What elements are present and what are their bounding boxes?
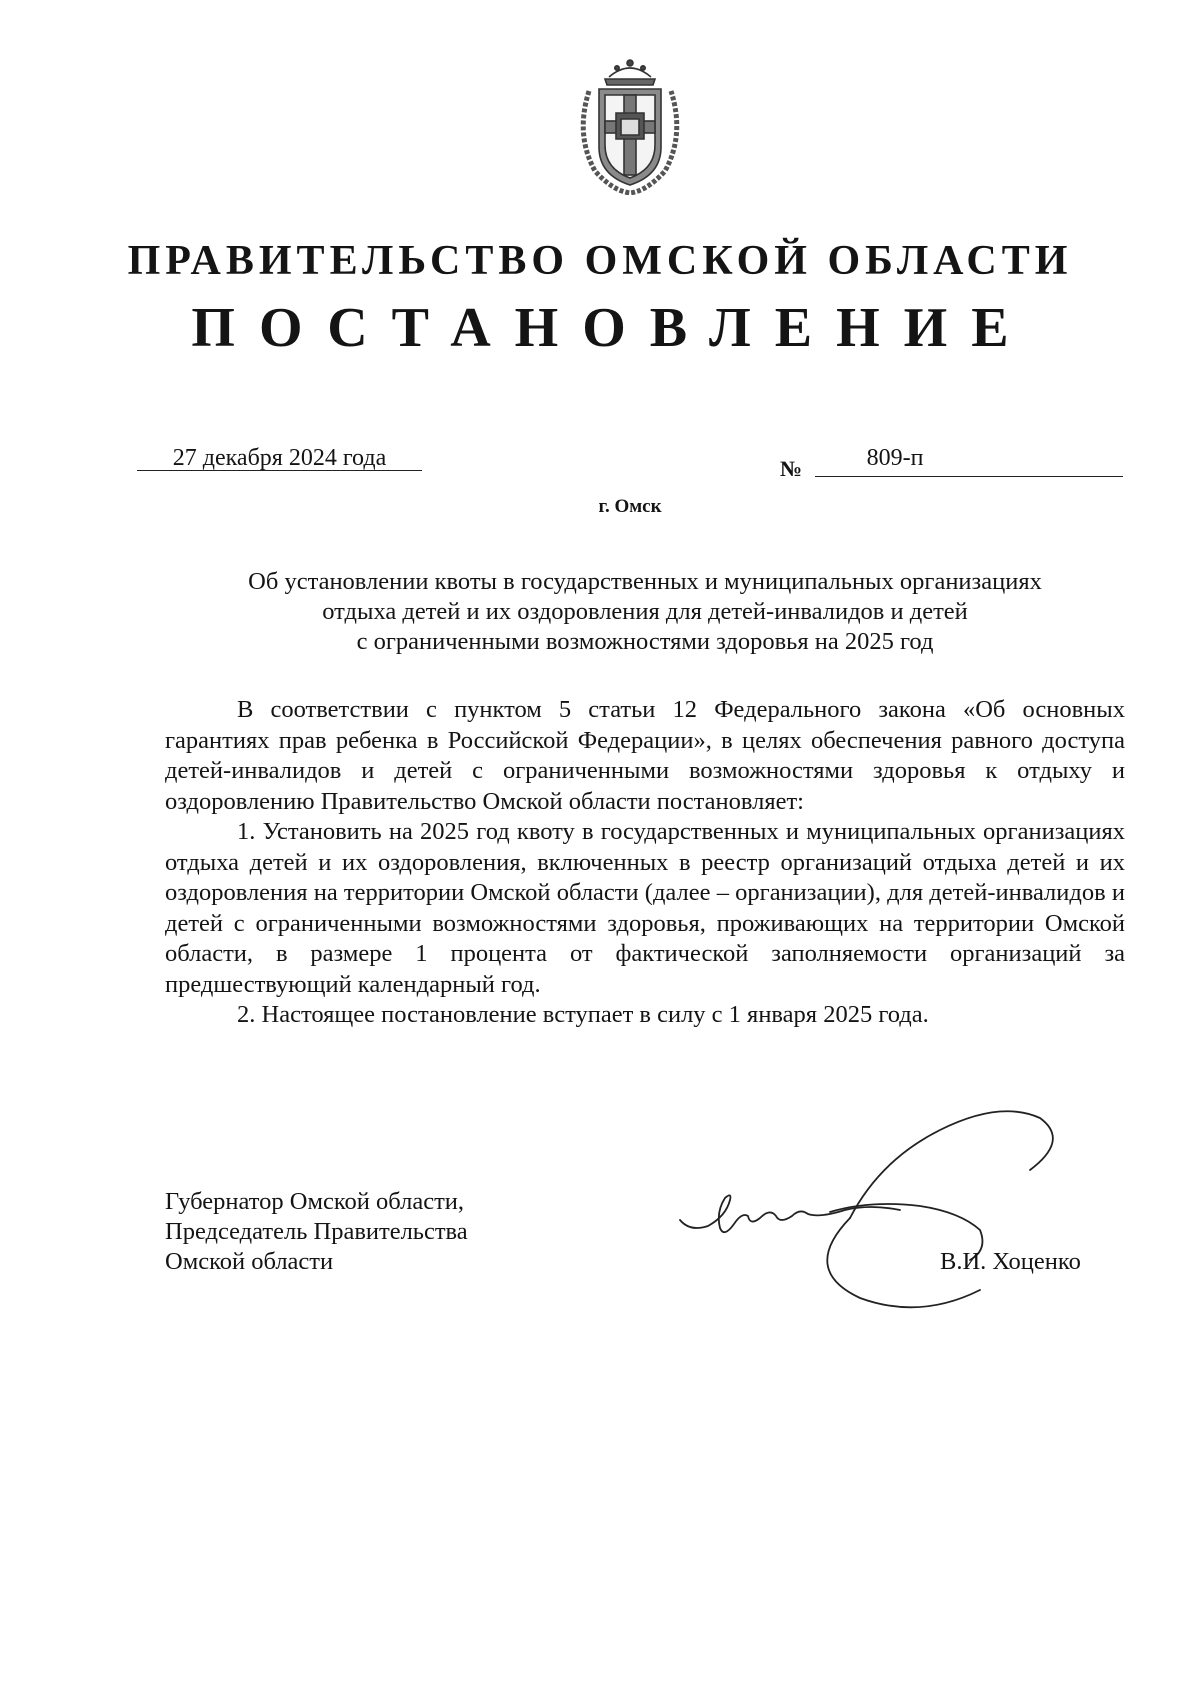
title-line-3: с ограниченными возможностями здоровья на 2025 год [356,628,934,655]
document-type: ПОСТАНОВЛЕНИЕ [191,297,1033,359]
number-underline [815,476,1123,477]
organization-name: ПРАВИТЕЛЬСТВО ОМСКОЙ ОБЛАСТИ [127,238,1073,284]
signer-position [165,1187,468,1277]
signer-name: В.И. Хоценко [940,1248,1081,1275]
position-line-3: Омской области [165,1248,334,1275]
document-body [165,695,1125,1031]
omsk-region-coat-of-arms-icon [569,55,691,195]
position-line-1: Губернатор Омской области, [165,1188,465,1215]
city: г. Омск [598,496,662,517]
date-underline [137,470,422,471]
position-line-2: Председатель Правительства [165,1218,468,1245]
document-number: 809-п [866,445,924,471]
item-1-paragraph: 1. Установить на 2025 год квоту в государственных и муниципальных организациях отдыха детей и их оздоровления, включенных в реестр организаций отдыха детей и их оздоровления на территории Омской области (далее – организации), для детей-инвалидов и детей с ограниченными возможностями здоровья, проживающих на территории Омской области, в размере 1 процента от фактической заполняемости организаций за предшествующий календарный год. [165,818,1125,998]
document-date: 27 декабря 2024 года [172,445,387,471]
number-sign: № [780,456,803,481]
document-title [150,567,1140,657]
item-2-paragraph: 2. Настоящее постановление вступает в силу с 1 января 2025 года. [237,1001,929,1028]
preamble-paragraph: В соответствии с пунктом 5 статьи 12 Федерального закона «Об основных гарантиях прав ребенка в Российской Федерации», в целях обеспечения равного доступа детей-инвалидов и детей с ограниченными возможностями здоровья к отдыху и оздоровлению Правительство Омской области постановляет: [165,696,1125,815]
title-line-1: Об установлении квоты в государственных и муниципальных организациях [248,568,1042,595]
handwritten-signature-icon [670,1100,1090,1320]
title-line-2: отдыха детей и их оздоровления для детей-инвалидов и детей [322,598,968,625]
